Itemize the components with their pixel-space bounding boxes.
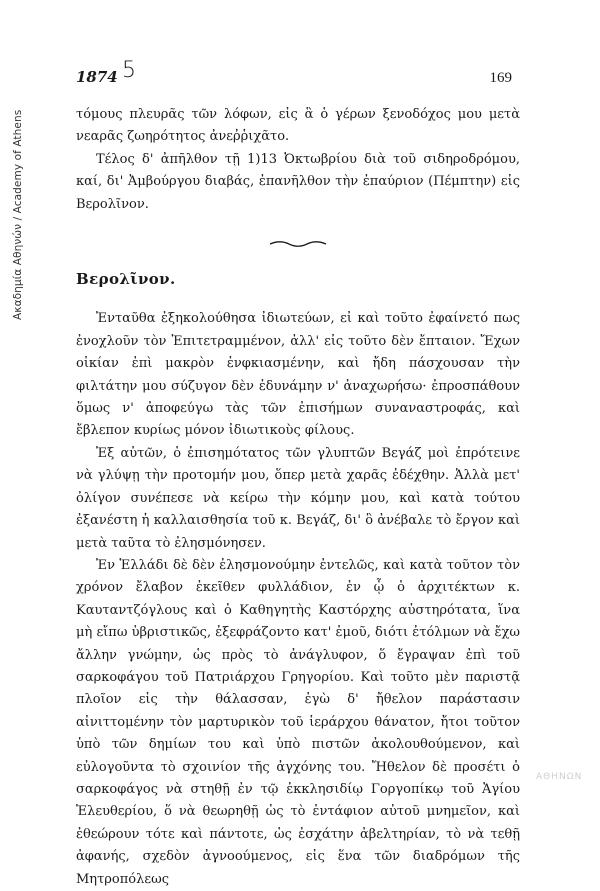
section-heading: Βερολῖνον. xyxy=(76,270,176,289)
library-stamp: ΑΘΗΝΩΝ xyxy=(536,772,583,782)
paragraph-continued: τόμους πλευρᾶς τῶν λόφων, εἰς ἃ ὁ γέρων ξενοδόχος μου μετὰ νεαρᾶς ζωηρότητος ἀνεῤῥιχᾶτο. xyxy=(76,107,520,145)
handwritten-annotation: 5 xyxy=(122,58,136,83)
running-head-year: 1874 xyxy=(76,68,118,86)
section-ornament-icon xyxy=(269,240,327,248)
archive-side-label xyxy=(12,40,26,320)
paragraph-departure: Τέλος δ' ἀπῆλθον τῇ 1)13 Ὀκτωβρίου διὰ τοῦ σιδηροδρόμου, καί, δι' Ἀμβούργου διαβάς, ἐπανῆλθον τὴν ἐπαύριον (Πέμπτην) εἰς Βερολῖνον. xyxy=(76,151,520,212)
page-header xyxy=(76,58,512,90)
page-body xyxy=(76,104,520,891)
page-number: 169 xyxy=(489,70,512,86)
paragraph-sculptor: Ἐξ αὐτῶν, ὁ ἐπισημότατος τῶν γλυπτῶν Βεγάζ μοὶ ἐπρότεινε νὰ γλύψῃ τὴν προτομήν μου, ὅπερ μετὰ χαρᾶς ἐδέχθην. Ἀλλὰ μετ' ὀλίγον συνέπεσε νὰ κείρω τὴν κόμην μου, καὶ κατὰ τούτου ἐξανέστη ἡ καλλαισθησία τοῦ κ. Βεγάζ, δι' ὃ ἀνέβαλε τὸ ἔργον καὶ μετὰ ταῦτα τὸ ἐλησμόνησεν. xyxy=(76,445,520,551)
paragraph-berlin: Ἐνταῦθα ἐξηκολούθησα ἰδιωτεύων, εἰ καὶ τοῦτο ἐφαίνετό πως ἐνοχλοῦν τὸν Ἐπιτετραμμένον, ἀλλ' εἰς τοῦτο δὲν ἔπταιον. Ἔχων οἰκίαν ἐπὶ μακρὸν ἐνφκιασμένην, καὶ ἤδη πάσχουσαν τὴν φιλτάτην μου σύζυγον δὲν ἐδυνάμην ν' ἀναχωρήσω· ἐπροσπάθουν ὅμως ν' ἀποφεύγω τὰς τῶν ἐπισήμων συναναστροφάς, καὶ ἔβλεπον κυρίως μόνον ἰδιωτικοὺς φίλους. xyxy=(76,311,520,439)
archive-side-label-text: Ακαδημία Αθηνών / Academy of Athens xyxy=(12,109,24,320)
paragraph-greece: Ἐν Ἑλλάδι δὲ δὲν ἐλησμονούμην ἐντελῶς, καὶ κατὰ τοῦτον τὸν χρόνον ἔλαβον ἐκεῖθεν φυλλάδιον, ἐν ᾧ ὁ ἀρχιτέκτων κ. Καυταντζόγλους καὶ ὁ Καθηγητὴς Καστόρχης αὐστηρότατα, ἵνα μὴ εἴπω ὑβριστικῶς, ἐξεφράζοντο κατ' ἐμοῦ, διότι ἐτόλμων νὰ ἔχω ἄλλην γνώμην, ὡς πρὸς τὸ ἀνάγλυφον, ὅ ἔγραψαν ἐπὶ τοῦ σαρκοφάγου τοῦ Πατριάρχου Γρηγορίου. Καὶ τοῦτο μὲν παριστᾷ πλοῖον εἰς τὴν θάλασσαν, ἐγὼ δ' ἤθελον παράστασιν αἰνιττομένην τὸν μαρτυρικὸν τοῦ ἱεράρχου θάνατον, ἤτοι τοῦτον ὑπὸ τῶν δημίων του καὶ ὑπὸ πιστῶν ἀκολουθούμενον, καὶ εὐλογοῦντα τὸ σχοινίον τῆς ἀγχόνης του. Ἤθελον δὲ προσέτι ὁ σαρκοφάγος νὰ στηθῇ ἐν τῷ ἐκκλησιδίῳ Γοργοπίκῳ τοῦ Ἁγίου Ἐλευθερίου, ὅ νὰ θεωρηθῇ ὡς τὸ ἐντάφιον αὐτοῦ μνημεῖον, καὶ ἐθεώρουν τότε καὶ πάντοτε, ὡς ἐσχάτην ἀβελτηρίαν, τὸ νὰ τεθῇ ἀφανής, σχεδὸν ἀγνοούμενος, εἰς ἕνα τῶν διαδρόμων τῆς Μητροπόλεως xyxy=(76,557,520,887)
